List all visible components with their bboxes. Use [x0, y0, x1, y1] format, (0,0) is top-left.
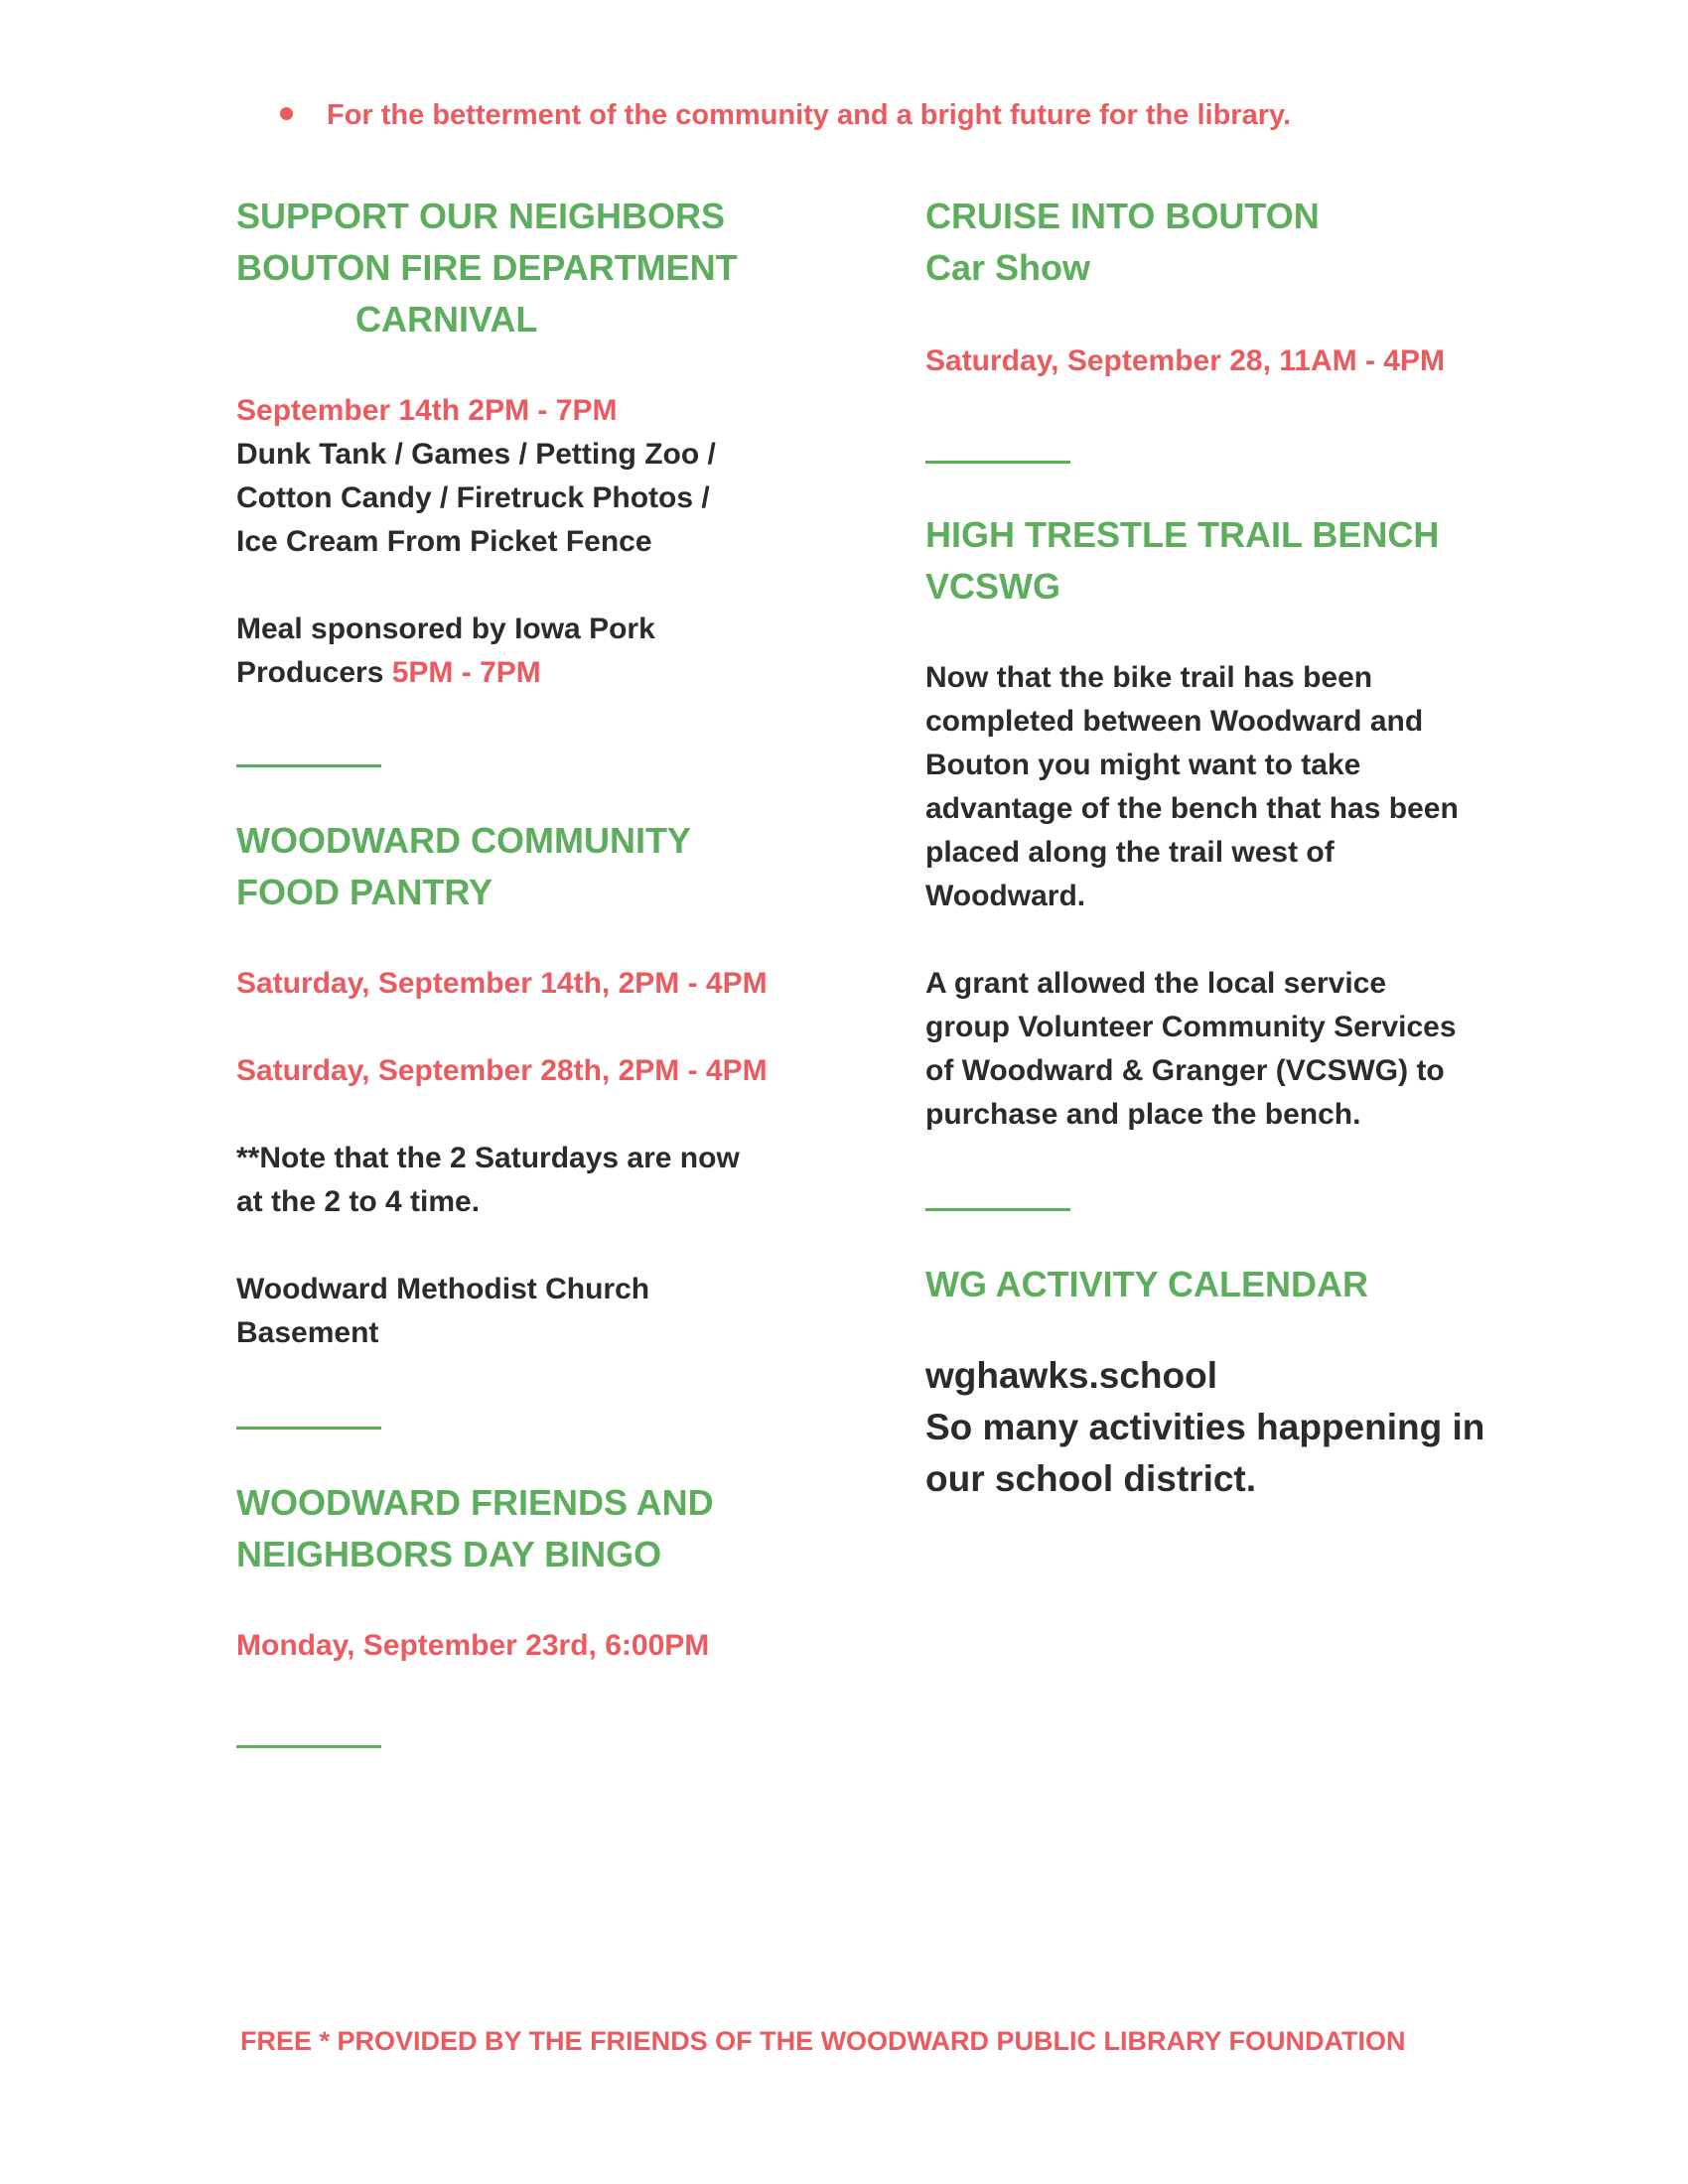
carnival-section [236, 191, 842, 695]
calendar-heading: WG ACTIVITY CALENDAR [925, 1264, 1368, 1304]
calendar-line-3: our school district. [925, 1458, 1257, 1499]
carnival-date: September 14th 2PM - 7PM [236, 394, 618, 427]
trail-bench-para1-line-1: Now that the bike trail has been [925, 661, 1373, 694]
trail-bench-para2-line-2: group Volunteer Community Services [925, 1011, 1457, 1043]
intro-bullet [280, 95, 1291, 135]
carnival-heading-line-1: SUPPORT OUR NEIGHBORS [236, 196, 726, 236]
food-pantry-heading-line-1: WOODWARD COMMUNITY [236, 820, 691, 861]
trail-bench-para2-line-3: of Woodward & Granger (VCSWG) to [925, 1054, 1445, 1087]
food-pantry-location-line-2: Basement [236, 1316, 379, 1349]
intro-bullet-text: For the betterment of the community and a bright future for the library. [327, 99, 1292, 131]
carnival-activities-line-3: Ice Cream From Picket Fence [236, 525, 652, 558]
food-pantry-section [236, 815, 842, 1355]
carnival-heading-line-3: CARNIVAL [355, 299, 538, 340]
bingo-heading-line-2: NEIGHBORS DAY BINGO [236, 1534, 662, 1574]
bingo-section [236, 1477, 842, 1668]
food-pantry-note-line-2: at the 2 to 4 time. [236, 1185, 481, 1218]
trail-bench-para1-line-6: Woodward. [925, 880, 1086, 912]
car-show-section [925, 191, 1561, 383]
bingo-heading-line-1: WOODWARD FRIENDS AND [236, 1482, 714, 1523]
section-divider [236, 1745, 381, 1748]
food-pantry-date-1: Saturday, September 14th, 2PM - 4PM [236, 967, 768, 1000]
bullet-dot-icon [280, 107, 293, 120]
carnival-meal-line-2 [236, 651, 842, 695]
car-show-heading-line-2: Car Show [925, 247, 1091, 288]
trail-bench-para1-line-3: Bouton you might want to take [925, 749, 1361, 781]
car-show-date: Saturday, September 28, 11AM - 4PM [925, 344, 1445, 377]
trail-bench-para1-line-2: completed between Woodward and [925, 705, 1424, 738]
trail-bench-para2-line-1: A grant allowed the local service [925, 967, 1387, 1000]
trail-bench-para1-line-5: placed along the trail west of [925, 836, 1335, 869]
calendar-website-link[interactable]: wghawks.school [925, 1355, 1218, 1396]
carnival-activities-line-2: Cotton Candy / Firetruck Photos / [236, 481, 710, 514]
right-column [925, 191, 1561, 1505]
carnival-activities-line-1: Dunk Tank / Games / Petting Zoo / [236, 438, 716, 471]
calendar-section [925, 1259, 1561, 1505]
calendar-line-2: So many activities happening in [925, 1407, 1485, 1447]
footer-credit: FREE * PROVIDED BY THE FRIENDS OF THE WOODWARD PUBLIC LIBRARY FOUNDATION [240, 2026, 1406, 2056]
carnival-meal-sponsor: Producers [236, 656, 384, 689]
food-pantry-heading-line-2: FOOD PANTRY [236, 872, 492, 912]
carnival-meal-line-1: Meal sponsored by Iowa Pork [236, 613, 655, 645]
car-show-heading-line-1: CRUISE INTO BOUTON [925, 196, 1320, 236]
carnival-meal-time: 5PM - 7PM [391, 656, 541, 689]
trail-bench-heading-line-1: HIGH TRESTLE TRAIL BENCH [925, 514, 1440, 555]
trail-bench-para2-line-4: purchase and place the bench. [925, 1098, 1361, 1131]
left-column [236, 191, 842, 1748]
trail-bench-heading-line-2: VCSWG [925, 566, 1061, 607]
food-pantry-note-line-1: **Note that the 2 Saturdays are now [236, 1142, 740, 1174]
food-pantry-date-2: Saturday, September 28th, 2PM - 4PM [236, 1054, 768, 1087]
trail-bench-section [925, 509, 1561, 1137]
food-pantry-location-line-1: Woodward Methodist Church [236, 1273, 650, 1305]
trail-bench-para1-line-4: advantage of the bench that has been [925, 792, 1459, 825]
carnival-heading-line-2: BOUTON FIRE DEPARTMENT [236, 247, 738, 288]
bingo-date: Monday, September 23rd, 6:00PM [236, 1629, 710, 1662]
